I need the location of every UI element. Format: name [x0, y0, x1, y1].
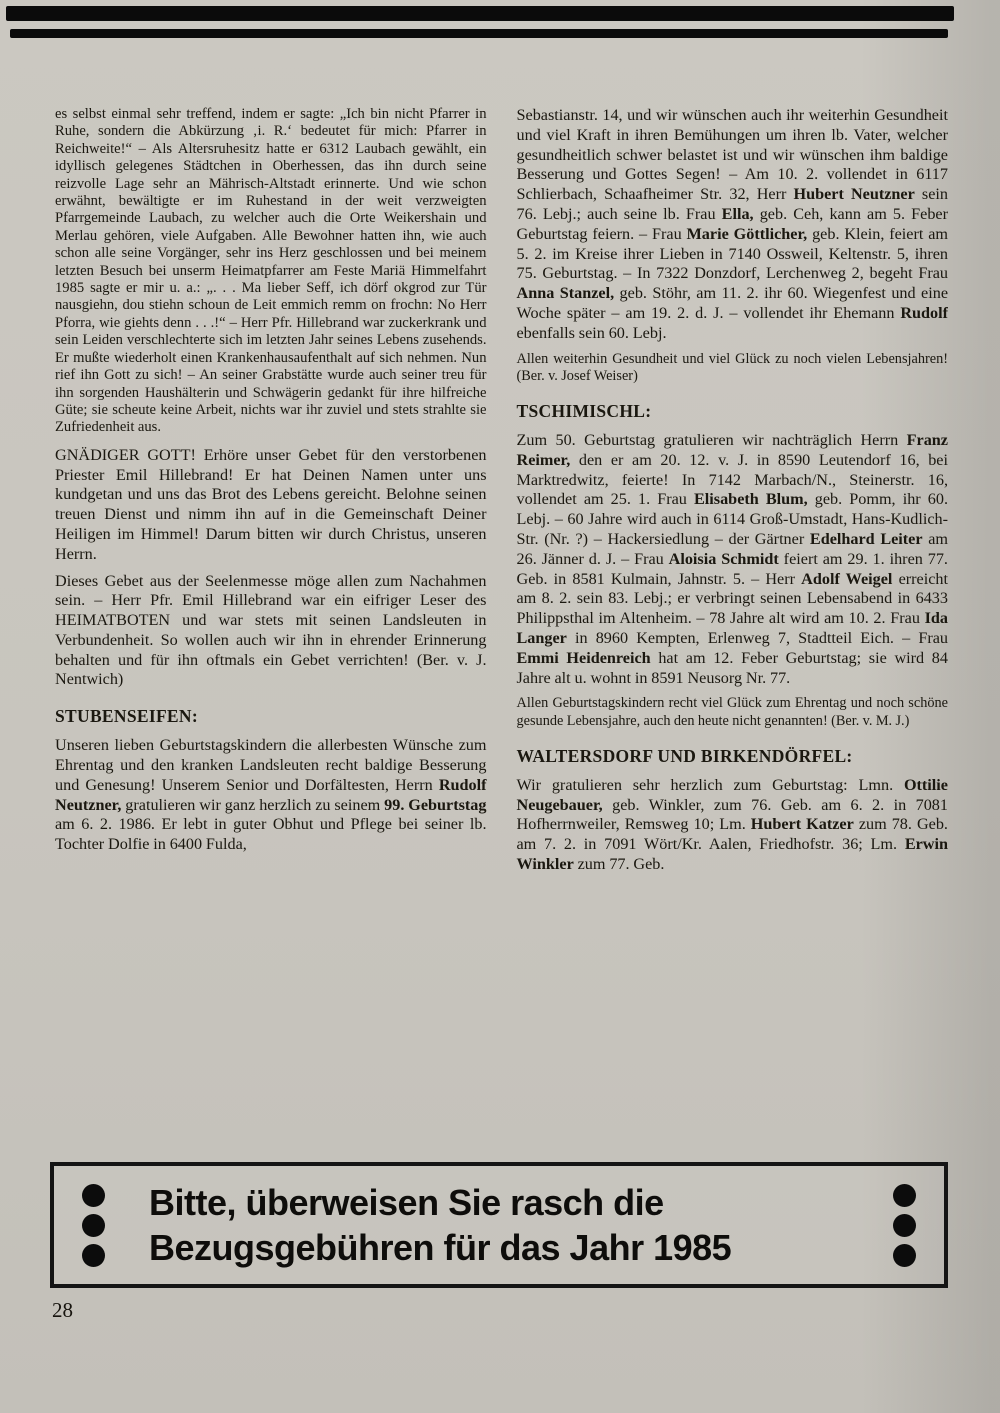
- bold-text-run: 99. Geburtstag: [384, 795, 487, 814]
- scan-artifact-bar-second: [10, 29, 948, 38]
- text-run: geb. Ceh, kann am 5. Feber Geburtstag feiern. – Frau: [516, 204, 948, 243]
- text-run: Unseren lieben Geburtstagskindern die allerbesten Wünsche zum Ehrentag und den kranken Landsleuten recht baldige Besserung und Genesung! Unserem Senior und Dorfältesten, Herrn: [55, 736, 487, 794]
- bold-text-run: Ida Langer: [516, 609, 948, 647]
- text-run: den er am 20. 12. v. J. in 8590 Leutendorf 16, bei Marktredwitz, feierte! In 7142 Marbach/N., Steinerstr. 16, vollendet am 25. 1. Frau: [516, 450, 948, 509]
- bold-text-run: Franz Reimer,: [516, 430, 948, 469]
- text-run: zum 77. Geb.: [573, 854, 665, 873]
- text-run: am 6. 2. 1986. Er lebt in guter Obhut und Pflege bei seiner lb. Tochter Dolfie in 6400 Fulda,: [55, 815, 487, 854]
- dot-icon: [893, 1214, 916, 1237]
- text-run: Wir gratulieren sehr herzlich zum Geburtstag: Lmn.: [516, 775, 904, 794]
- banner-line-1: Bitte, überweisen Sie rasch die: [149, 1182, 664, 1223]
- dots-right-icon: [893, 1184, 916, 1267]
- bold-text-run: Hubert Katzer: [750, 815, 854, 834]
- subscription-banner: [50, 1162, 948, 1288]
- tschimischl-wishes-note: [517, 695, 949, 729]
- birthdays-continuation-paragraph: [517, 106, 949, 344]
- bold-text-run: Erwin Winkler: [516, 835, 948, 873]
- text-run: feiert am 29. 1. ihren 77. Geb. in 8581 Kulmain, Jahnstr. 5. – Herr: [516, 549, 948, 588]
- bold-text-run: Rudolf Neutzner,: [55, 775, 487, 814]
- bold-text-run: Marie Göttlicher,: [686, 224, 808, 243]
- text-run: in 8960 Kempten, Erlenweg 7, Stadtteil Eich. – Frau: [566, 628, 948, 647]
- bold-text-run: Ella,: [721, 204, 754, 223]
- two-column-text-area: [55, 106, 948, 1156]
- section-heading-tschimischl: TSCHIMISCHL:: [516, 400, 652, 421]
- banner-text: [105, 1180, 893, 1270]
- dot-icon: [82, 1244, 105, 1267]
- text-run: es selbst einmal sehr treffend, indem er sagte: „Ich bin nicht Pfarrer in Ruhe, sondern die Abkürzung ‚i. R.‘ bedeutet für mich: Pfarrer in Reichweite!“ – Als Altersruhesitz hatte er 6312 Laubach gewählt, ein idyllisch gelegenes Städtchen in Oberhessen, das ihn durch seine reizvolle Lage sehr an Mährisch-Altstadt erinnerte. Und wie schon erwähnt, bewältigte er im Ruhestand in der weit verzweigten Pfarrgemeinde Laubach, zu welcher auch die Orte Weikershain und Merlau gehören, viele Aufgaben. Alle Bewohner hatten ihn, wie auch schon alle seine Vorgänger, sehr ins Herz geschlossen und bei meinem letzten Besuch bei unserm Heimatpfarrer am Feste Mariä Himmelfahrt 1985 sagte er mir u. a.: „. . . Ma lieber Seff, ich dörf okgrod zur Tür nausgiehn, dou stiehn schoun de Leit emmich remm on frochn: No Herr Pforra, wie giehts denn . . .!“ – Herr Pfr. Hillebrand war zuckerkrank und sein Leiden verschlechterte sich im letzten Jahr seines Lebens zusehends. Er mußte wiederholt einen Krankenhausaufenthalt auf sich nehmen. Nun rief ihn Gott zu sich! – An seiner Grabstätte wurde auch seiner treu für ihn sorgenden Haushälterin und Schwägerin gedankt für ihre hilfreiche Güte; sie scheute keine Arbeit, nichts war ihr zuviel und stets strahlte sie Zufriedenheit aus.: [55, 106, 487, 436]
- dot-icon: [893, 1244, 916, 1267]
- bold-text-run: Anna Stanzel,: [516, 284, 615, 303]
- banner-line-2: Bezugsgebühren für das Jahr 1985: [149, 1227, 732, 1268]
- text-run: Sebastianstr. 14, und wir wünschen auch ihr weiterhin Gesundheit und viel Kraft in ihren Bemühungen um ihren lb. Vater, welcher gesundheitlich schwer belastet ist und wir wünschen ihm baldige Besserung und Gottes Segen! – Am 10. 2. vollendet in 6117 Schlierbach, Schaafheimer Str. 32, Herr: [516, 106, 948, 204]
- text-run: sein 76. Lebj.; auch seine lb. Frau: [516, 185, 948, 223]
- obituary-continuation-paragraph: [55, 106, 487, 437]
- waltersdorf-birthdays-paragraph: [517, 776, 949, 875]
- prayer-paragraph: [55, 446, 487, 565]
- bold-text-run: Edelhard Leiter: [809, 529, 923, 548]
- dot-icon: [893, 1184, 916, 1207]
- scan-artifact-bar-top: [6, 6, 954, 21]
- text-run: geb. Stöhr, am 11. 2. ihr 60. Wiegenfest und eine Woche später – am 19. 2. d. J. – vollendet ihr Ehemann: [516, 284, 948, 322]
- bold-text-run: Elisabeth Blum,: [694, 490, 808, 509]
- bold-text-run: Aloisia Schmidt: [668, 549, 779, 568]
- bold-text-run: Emmi Heidenreich: [516, 648, 651, 667]
- bold-text-run: Rudolf: [900, 303, 948, 322]
- dot-icon: [82, 1214, 105, 1237]
- right-column: [517, 106, 949, 1156]
- text-run: hat am 12. Feber Geburtstag; sie wird 84 Jahre alt u. wohnt in 8591 Neusorg Nr. 77.: [516, 648, 948, 687]
- text-run: geb. Klein, feiert am 5. 2. im Kreise ihrer Lieben in 7140 Ossweil, Keltenstr. 5, ihren 75. Geburtstag. – In 7322 Donzdorf, Lerchenweg 2, begeht Frau: [516, 224, 948, 283]
- section-heading-stubenseifen: STUBENSEIFEN:: [55, 706, 198, 727]
- text-run: gratulieren wir ganz herzlich zu seinem: [121, 795, 385, 814]
- text-run: geb. Pomm, ihr 60. Lebj. – 60 Jahre wird auch in 6114 Groß-Umstadt, Hans-Kudlich-Str. (Nr. ?) – Hackersiedlung – der Gärtner: [516, 490, 948, 548]
- text-run: Allen Geburtstagskindern recht viel Glück zum Ehrentag und noch schöne gesunde Lebensjahre, auch den heute nicht genannten! (Ber. v. M. J.): [516, 695, 948, 729]
- memorial-closing-paragraph: [55, 572, 487, 691]
- tschimischl-birthdays-paragraph: [517, 431, 949, 688]
- text-run: am 26. Jänner d. J. – Frau: [516, 529, 948, 568]
- text-run: Dieses Gebet aus der Seelenmesse möge allen zum Nachahmen sein. – Herr Pfr. Emil Hillebrand war ein eifriger Leser des HEIMATBOTEN und war stets mit seinen Landsleuten in Verbundenheit. So wollen auch wir ihn in ehrender Erinnerung behalten und für ihn oftmals ein Gebet verrichten! (Ber. v. J. Nentwich): [55, 571, 487, 689]
- text-run: Allen weiterhin Gesundheit und viel Glück zu noch vielen Lebensjahren! (Ber. v. Josef Weiser): [516, 350, 948, 384]
- text-run: ebenfalls sein 60. Lebj.: [516, 323, 667, 342]
- birthday-wishes-note: [517, 351, 949, 385]
- stubenseifen-birthdays-paragraph: [55, 736, 487, 855]
- bold-text-run: Hubert Neutzner: [793, 185, 915, 204]
- page-number: 28: [52, 1298, 73, 1322]
- bold-text-run: Ottilie Neugebauer,: [516, 775, 948, 814]
- text-run: geb. Winkler, zum 76. Geb. am 6. 2. in 7081 Hofherrnweiler, Remsweg 10; Lm.: [516, 795, 948, 834]
- dot-icon: [82, 1184, 105, 1207]
- left-column: [55, 106, 487, 1156]
- bold-text-run: Adolf Weigel: [801, 569, 893, 588]
- text-run: Zum 50. Geburtstag gratulieren wir nachträglich Herrn: [516, 430, 907, 449]
- dots-left-icon: [82, 1184, 105, 1267]
- text-run: GNÄDIGER GOTT! Erhöre unser Gebet für den verstorbenen Priester Emil Hillebrand! Er hat Deinen Namen unter uns kundgetan und uns das Brot des Lebens gereicht. Belohne seinen treuen Dienst und nimm ihn auf in die Gemeinschaft Deiner Heiligen im Himmel! Darum bitten wir durch Christus, unseren Herrn.: [55, 445, 487, 563]
- section-heading-waltersdorf: WALTERSDORF UND BIRKENDÖRFEL:: [516, 745, 853, 766]
- text-run: zum 78. Geb. am 7. 2. in 7091 Wört/Kr. Aalen, Friedhofstr. 36; Lm.: [516, 815, 948, 854]
- text-run: erreicht am 8. 2. sein 83. Lebj.; er verbringt seinen Lebensabend in 6433 Philippsthal im Altenheim. – 78 Jahre alt wird am 10. 2. Frau: [516, 569, 948, 628]
